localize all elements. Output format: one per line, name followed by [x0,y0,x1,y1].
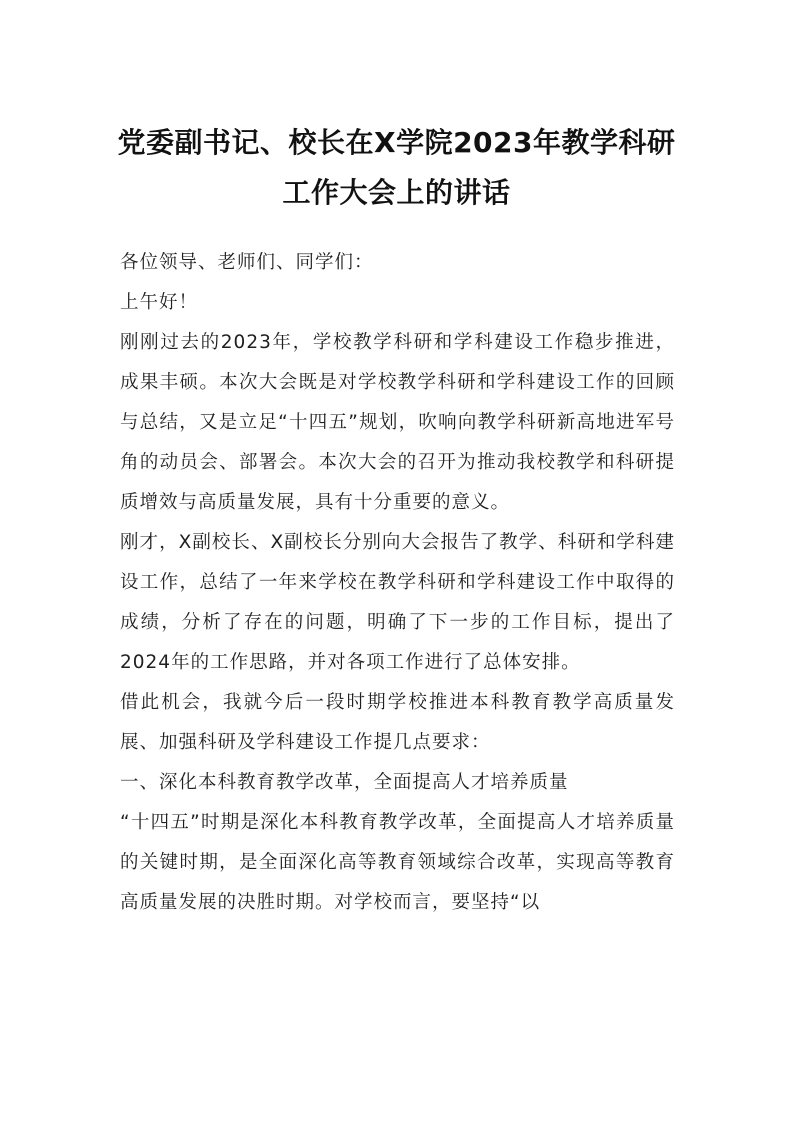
section-heading-1: 一、深化本科教育教学改革，全面提高人才培养质量 [120,772,569,793]
document-title: 党委副书记、校长在X学院2023年教学科研工作大会上的讲话 [117,126,676,209]
paragraph-section-1: “十四五”时期是深化本科教育教学改革，全面提高人才培养质量的关键时期，是全面深化高等教育领域综合改革，实现高等教育高质量发展的决胜时期。对学校而言，要坚持“以 [120,812,675,913]
document-body [120,243,675,923]
salutation: 各位领导、老师们、同学们： [120,252,374,273]
paragraph-reports: 刚才，X副校长、X副校长分别向大会报告了教学、科研和学科建设工作，总结了一年来学校在教学科研和学科建设工作中取得的成绩，分析了存在的问题，明确了下一步的工作目标，提出了2024年的工作思路，并对各项工作进行了总体安排。 [120,532,675,673]
paragraph-requirements-intro: 借此机会，我就今后一段时期学校推进本科教育教学高质量发展、加强科研及学科建设工作提几点要求： [120,692,675,753]
paragraph-review: 刚刚过去的2023年，学校教学科研和学科建设工作稳步推进，成果丰硕。本次大会既是对学校教学科研和学科建设工作的回顾与总结，又是立足“十四五”规划，吹响向教学科研新高地进军号角的动员会、部署会。本次大会的召开为推动我校教学和科研提质增效与高质量发展，具有十分重要的意义。 [120,332,675,513]
greeting: 上午好！ [120,292,199,313]
